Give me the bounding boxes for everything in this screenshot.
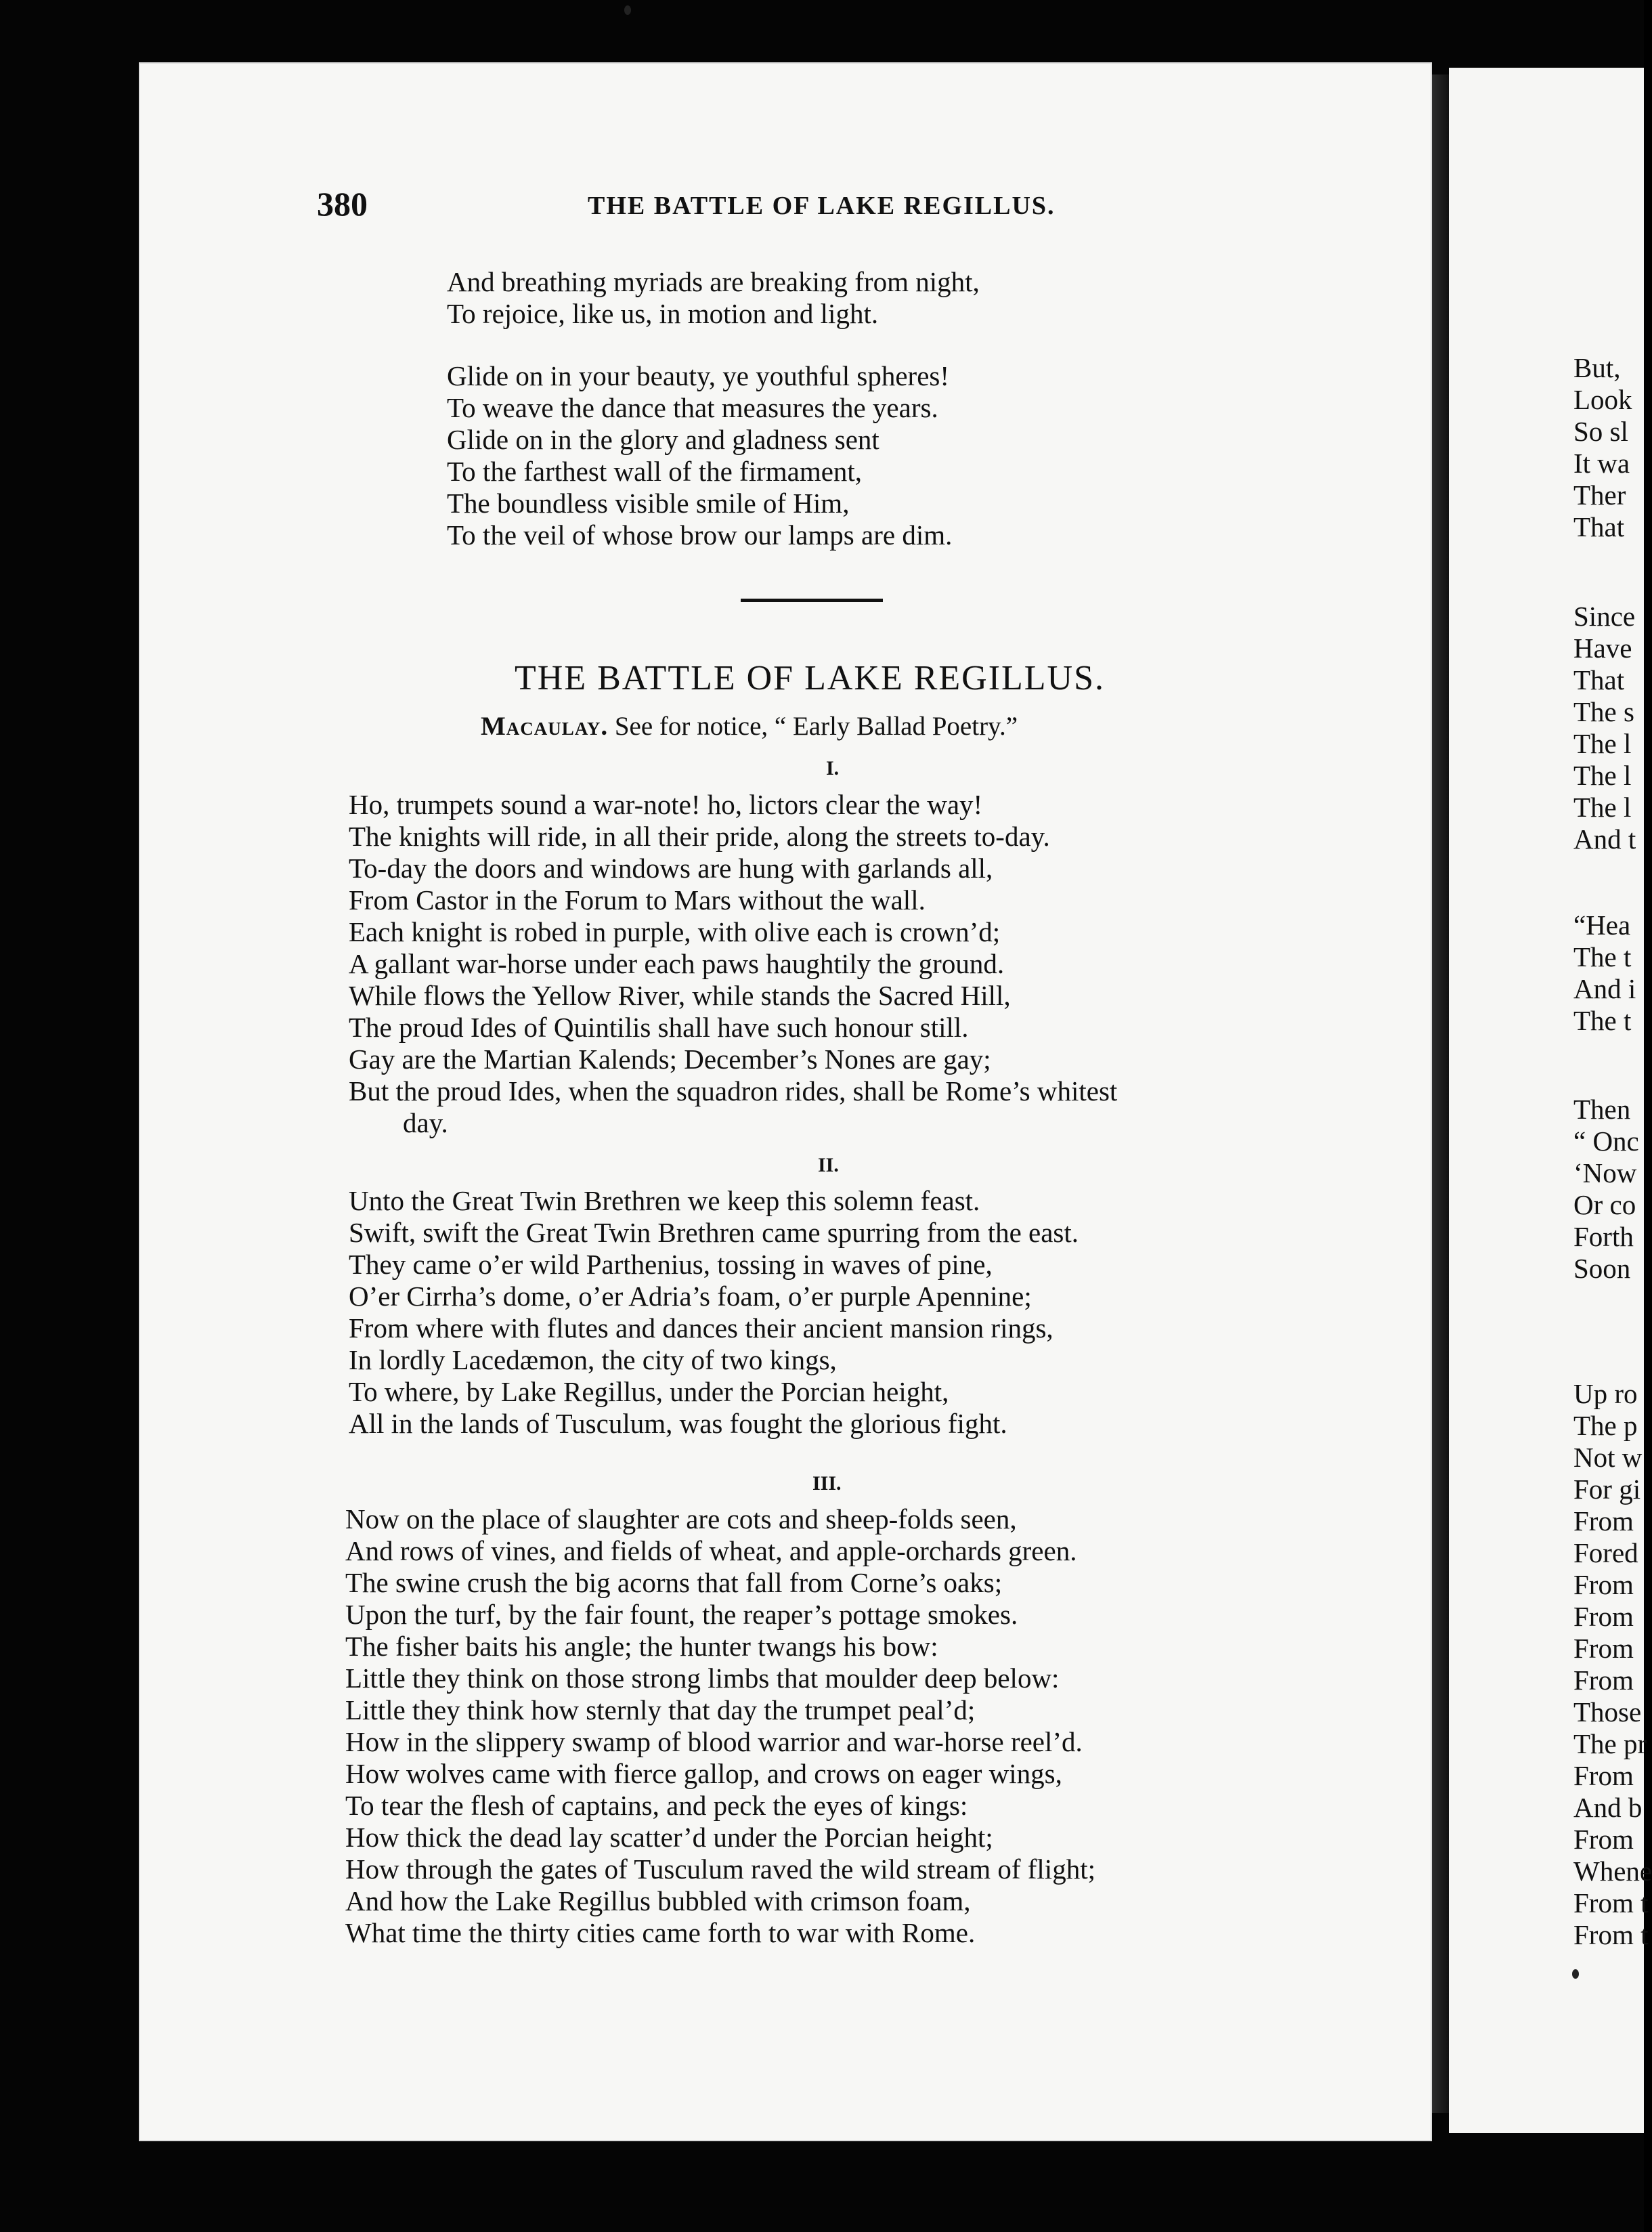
verse-line: Upon the turf, by the fair fount, the reaper’s pottage smokes. — [345, 1599, 1018, 1630]
verse-line: The boundless visible smile of Him, — [447, 488, 850, 519]
verse-line: The swine crush the big acorns that fall from Corne’s oaks; — [345, 1567, 1003, 1598]
verse-line: How wolves came with fierce gallop, and crows on eager wings, — [345, 1758, 1062, 1789]
verse-line: Glide on in your beauty, ye youthful spheres! — [447, 360, 950, 391]
verse-line: The fisher baits his angle; the hunter twangs his bow: — [345, 1631, 938, 1662]
verse-line: A gallant war-horse under each paws haughtily the ground. — [349, 948, 1005, 979]
facing-page-fragment: And t — [1573, 823, 1636, 855]
facing-page-fragment: Soon — [1573, 1253, 1631, 1284]
verse-line: The proud Ides of Quintilis shall have such honour still. — [349, 1012, 969, 1043]
facing-page-fragment: The pr — [1573, 1728, 1647, 1759]
verse-line: From where with flutes and dances their ancient mansion rings, — [349, 1312, 1053, 1344]
facing-page-fragment: Then — [1573, 1094, 1631, 1125]
facing-page-fragment: And b — [1573, 1792, 1643, 1823]
running-title: THE BATTLE OF LAKE REGILLUS. — [588, 192, 1056, 220]
poem-notice: See for notice, “ Early Ballad Poetry.” — [614, 712, 1018, 741]
facing-page-fragment: The l — [1573, 728, 1632, 759]
facing-page-fragment: From — [1573, 1601, 1634, 1632]
verse-line: Ho, trumpets sound a war-note! ho, lictors clear the way! — [349, 789, 983, 820]
verse-line: Glide on in the glory and gladness sent — [447, 424, 879, 455]
stanza-3 — [345, 1503, 1095, 1949]
verse-line: And how the Lake Regillus bubbled with crimson foam, — [345, 1885, 971, 1916]
verse-line: But the proud Ides, when the squadron rides, shall be Rome’s whitest — [349, 1075, 1118, 1107]
facing-page-fragment: That — [1573, 664, 1625, 695]
facing-page-fragment: From t — [1573, 1887, 1649, 1918]
page-number: 380 — [317, 185, 368, 223]
poem-title: THE BATTLE OF LAKE REGILLUS. — [515, 659, 1106, 698]
facing-page-fragment: From — [1573, 1824, 1634, 1855]
facing-page-fragment: The l — [1573, 760, 1632, 791]
poem-attribution — [481, 711, 1018, 742]
verse-line: Swift, swift the Great Twin Brethren came spurring from the east. — [349, 1217, 1079, 1248]
verse-line: To-day the doors and windows are hung with garlands all, — [349, 853, 993, 884]
verse-line: And rows of vines, and fields of wheat, and apple-orchards green. — [345, 1535, 1077, 1566]
verse-line: Little they think on those strong limbs that moulder deep below: — [345, 1662, 1060, 1694]
facing-page-fragment: And i — [1573, 973, 1636, 1004]
verse-line: Gay are the Martian Kalends; December’s Nones are gay; — [349, 1044, 991, 1075]
facing-page-fragment: “ Onc — [1573, 1125, 1639, 1157]
section-numeral: II. — [818, 1154, 839, 1176]
verse-line: Little they think how sternly that day the trumpet peal’d; — [345, 1694, 976, 1725]
facing-page-fragment: The t — [1573, 941, 1632, 972]
facing-page-fragment: Look — [1573, 384, 1632, 415]
verse-line: And breathing myriads are breaking from night, — [447, 266, 980, 297]
facing-page-fragment: So sl — [1573, 416, 1628, 447]
verse-line: Each knight is robed in purple, with olive each is crown’d; — [349, 916, 1001, 947]
verse-line: The knights will ride, in all their pride, along the streets to-day. — [349, 821, 1050, 852]
verse-line: While flows the Yellow River, while stands the Sacred Hill, — [349, 980, 1011, 1011]
verse-line: Unto the Great Twin Brethren we keep this solemn feast. — [349, 1185, 980, 1216]
scan-speck — [1572, 1969, 1579, 1979]
verse-line: To weave the dance that measures the years. — [447, 392, 938, 423]
facing-page-fragment: From — [1573, 1569, 1634, 1600]
facing-page-fragment: Whene — [1573, 1855, 1652, 1887]
verse-line: To rejoice, like us, in motion and light. — [447, 298, 879, 329]
verse-line: To the farthest wall of the firmament, — [447, 456, 863, 487]
facing-page-fragment: Ther — [1573, 479, 1626, 511]
facing-page-fragment: Up ro — [1573, 1378, 1638, 1409]
facing-page-fragment: Or co — [1573, 1189, 1636, 1220]
facing-page-fragment: From t — [1573, 1919, 1649, 1950]
verse-line-continuation: day. — [403, 1107, 448, 1138]
intro-verse-a — [447, 266, 980, 330]
verse-line: To where, by Lake Regillus, under the Porcian height, — [349, 1376, 949, 1407]
verse-line: In lordly Lacedæmon, the city of two kings, — [349, 1344, 837, 1375]
facing-page-fragment: “Hea — [1573, 909, 1631, 941]
facing-page-fragment: The s — [1573, 696, 1634, 727]
facing-page-fragment: For gi — [1573, 1474, 1641, 1505]
facing-page-fragment: Have — [1573, 632, 1632, 664]
facing-page-fragment: Since — [1573, 601, 1636, 632]
stanza-2 — [349, 1185, 1079, 1440]
section-numeral: III. — [812, 1472, 842, 1495]
facing-page-fragment: From — [1573, 1505, 1634, 1537]
verse-line: To the veil of whose brow our lamps are dim. — [447, 519, 953, 551]
facing-page-fragment: The t — [1573, 1005, 1632, 1036]
section-divider-rule — [741, 599, 883, 602]
facing-page-fragment: It wa — [1573, 448, 1630, 479]
facing-page-fragment: From — [1573, 1665, 1634, 1696]
verse-line: They came o’er wild Parthenius, tossing in waves of pine, — [349, 1249, 993, 1280]
verse-line: How through the gates of Tusculum raved the wild stream of flight; — [345, 1853, 1095, 1885]
verse-line: How thick the dead lay scatter’d under the Porcian height; — [345, 1822, 993, 1853]
running-header — [317, 184, 1089, 232]
facing-page-fragment: Fored — [1573, 1537, 1638, 1568]
facing-page-fragment: Not w — [1573, 1442, 1643, 1473]
poem-author: Macaulay. — [481, 712, 609, 741]
verse-line: To tear the flesh of captains, and peck the eyes of kings: — [345, 1790, 968, 1821]
scan-speck — [624, 5, 631, 15]
facing-page-fragment: ‘Now — [1573, 1157, 1637, 1188]
verse-line: O’er Cirrha’s dome, o’er Adria’s foam, o’er purple Apennine; — [349, 1281, 1032, 1312]
verse-line: Now on the place of slaughter are cots and sheep-folds seen, — [345, 1503, 1017, 1534]
stanza-1 — [349, 789, 1117, 1139]
facing-page-fragment: From — [1573, 1633, 1634, 1664]
verse-line: All in the lands of Tusculum, was fought the glorious fight. — [349, 1408, 1007, 1439]
facing-page-fragment: The p — [1573, 1410, 1638, 1441]
verse-line: What time the thirty cities came forth to war with Rome. — [345, 1917, 976, 1948]
facing-page-fragment: Those — [1573, 1696, 1642, 1727]
verse-line: From Castor in the Forum to Mars without the wall. — [349, 884, 926, 916]
verse-line: How in the slippery swamp of blood warrior and war-horse reel’d. — [345, 1726, 1083, 1757]
facing-page-fragment: From — [1573, 1760, 1634, 1791]
section-numeral: I. — [826, 757, 840, 779]
facing-page-fragment: That — [1573, 511, 1625, 542]
facing-page-fragment: The l — [1573, 792, 1632, 823]
facing-page-fragment: Forth — [1573, 1221, 1634, 1252]
facing-page-fragment: But, — [1573, 352, 1621, 383]
intro-verse-b — [447, 360, 952, 551]
